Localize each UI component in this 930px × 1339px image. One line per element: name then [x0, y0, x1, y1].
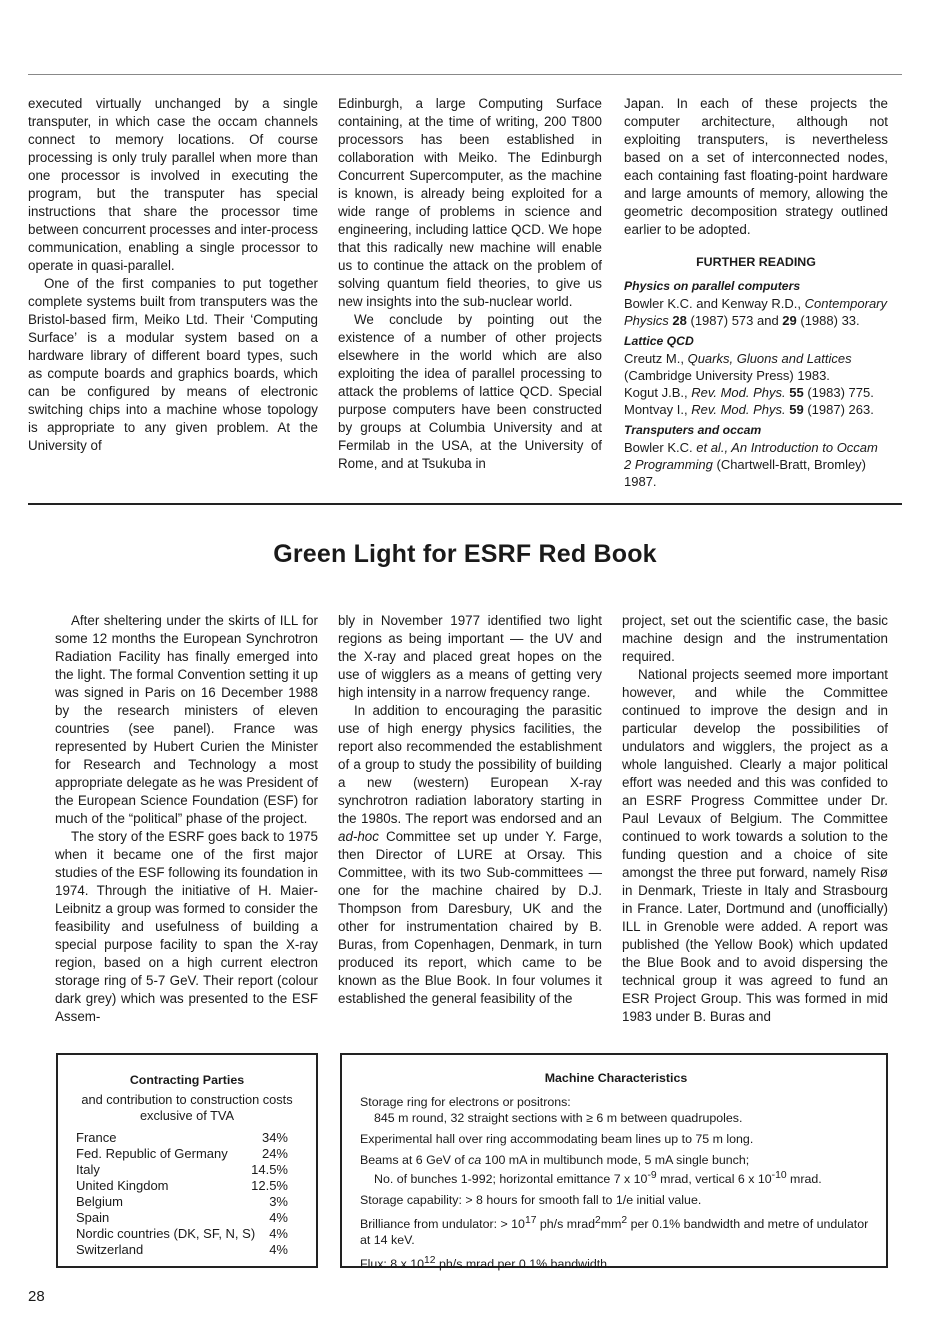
- further-reading: [624, 253, 888, 490]
- reference: Montvay I., Rev. Mod. Phys. 59 (1987) 263.: [624, 402, 874, 417]
- article-title: Green Light for ESRF Red Book: [273, 540, 657, 568]
- top-column-2: [338, 95, 602, 473]
- article-column-2: [338, 612, 602, 1008]
- top-column-3: [624, 95, 888, 490]
- reading-subheading: Lattice QCD: [624, 334, 694, 348]
- paragraph: Edinburgh, a large Computing Surface containing, at the time of writing, 200 T800 processors has been established in collaboration with Meiko. The Edinburgh Concurrent Supercomputer, as the machine is known, is already being exploited for a wide range of problems in science and engineering, including lattice QCD. We hope that this radically new machine will enable us to continue the attack on the problem of solving quantum field theories, to give us new insights into the sub-nuclear world.: [338, 96, 602, 309]
- paragraph: bly in November 1977 identified two light regions as being important — the UV and the X-ray and placed great hopes on the use of wigglers as a means of getting very high intensity in a narrow frequency range.: [338, 613, 602, 700]
- top-rule: [28, 74, 902, 75]
- machine-characteristics-panel: [340, 1053, 888, 1272]
- party-country: Nordic countries (DK, SF, N, S): [76, 1226, 256, 1241]
- party-share: 24%: [261, 1146, 288, 1161]
- party-share: 34%: [261, 1130, 288, 1145]
- paragraph: The story of the ESRF goes back to 1975 when it became one of the first major studies of the ESF following its foundation in 1974. Through the initiative of H. Maier-Leibnitz a group was formed to consider the feasibility and usefulness of building a special purpose facility to span the X-ray region, based on a high current electron storage ring of 5-7 GeV. Their report (colour dark grey) which was presented to the ESF Assem-: [55, 829, 318, 1024]
- reading-subheading: Physics on parallel computers: [624, 279, 801, 293]
- spec-item: Brilliance from undulator: > $10^{17}$ ph/s $mrad^2mm^2$ per 0.1% bandwidth and metre of undulator at 14 keV.: [360, 1215, 869, 1248]
- paragraph: We conclude by pointing out the existence of a number of other projects elsewhere in the world which are also exploiting the idea of parallel processing to attack the problems of lattice QCD. Special purpose computers have been constructed by groups at Columbia University and at Fermilab in the USA, at the University of Rome, and at Tsukuba in: [338, 312, 602, 471]
- paragraph: One of the first companies to put together complete systems built from transputers was the Bristol-based firm, Meiko Ltd. Their ‘Computing Surface’ is a modular system based on a hardware library of different board types, such as compute boards and graphics boards, which can be configured by means of electronic switching chips into a machine whose topology is appropriate to any given problem. At the University of: [28, 276, 318, 453]
- reading-subheading: Transputers and occam: [624, 423, 762, 437]
- party-country: Switzerland: [76, 1242, 144, 1257]
- party-country: United Kingdom: [76, 1178, 169, 1193]
- party-row: [76, 1146, 316, 1162]
- contracting-parties-panel: [56, 1053, 318, 1268]
- spec-item: Storage ring for electrons or positrons: 845 m round, 32 straight sections with ≥ 6 m between quadrupoles.: [360, 1095, 743, 1125]
- paragraph: executed virtually unchanged by a single transputer, in which case the occam channels connect to memory locations. Of course processing is only truly parallel when more than one processor is involved in executing the program, but the transputer has special instructions that share the processor time between concurrent processes and inter-process communication, enabling a single processor to operate in quasi-parallel.: [28, 96, 318, 273]
- panel-title: Machine Characteristics: [544, 1071, 688, 1085]
- paragraph: In addition to encouraging the parasitic use of high energy physics facilities, the report also recommended the establishment of a group to study the possibility of building a new (western) European X-ray synchrotron radiation laboratory starting in the 1980s. The report was endorsed and an ad-hoc Committee set up under Y. Farge, then Director of LURE at Orsay. This Committee, with its two Sub-committees — one for the machine chaired by D.J. Thompson from Daresbury, UK and the other for instrumentation chaired by B. Buras, from Copenhagen, Denmark, in turn produced its report, which came to be known as the Blue Book. In four volumes it established the general feasibility of the: [338, 703, 602, 1006]
- spec-item: Storage capability: > 8 hours for smooth fall to 1/e initial value.: [360, 1193, 702, 1208]
- party-row: [76, 1226, 316, 1242]
- party-share: 4%: [269, 1226, 288, 1241]
- reference: Creutz M., Quarks, Gluons and Lattices (Cambridge University Press) 1983.: [624, 351, 852, 383]
- party-country: Belgium: [76, 1194, 123, 1209]
- paragraph: After sheltering under the skirts of ILL for some 12 months the European Synchrotron Radiation Facility has finally emerged into the light. The formal Convention setting it up was signed in Paris on 16 December 1988 by the research ministers of eleven countries (see panel). France was represented by Hubert Curien the Minister for Research and Technology a most appropriate delegate as he was President of the European Science Foundation (ESF) for much of the “political” phase of the project.: [55, 613, 318, 826]
- party-share: 4%: [269, 1210, 288, 1225]
- party-share: 12.5%: [251, 1178, 288, 1193]
- party-country: Italy: [76, 1162, 100, 1177]
- spec-item: Flux: 8 x $10^{12}$ ph/s mrad per 0.1% bandwidth.: [360, 1255, 611, 1272]
- paragraph: Japan. In each of these projects the computer architecture, although not exploiting transputers, is nevertheless based on a set of interconnected nodes, each containing fast floating-point hardware and large amounts of memory, allowing the geometric decomposition strategy outlined earlier to be adopted.: [624, 96, 888, 237]
- paragraph: National projects seemed more important however, and while the Committee continued to improve the design and in particular develop the possibilities of undulators and wigglers, the project as a whole languished. Clearly a major political effort was needed and this was confided to an ESRF Progress Committee under Dr. Paul Levaux of Belgium. The Committee continued to work towards a solution to the funding question and a choice of site amongst the three put forward, namely Risø in Denmark, Trieste in Italy and Strasbourg in France. Later, Dortmund and (unofficially) ILL in Grenoble were added. A report was published (the Yellow Book) which updated the Blue Book and to avoid dispersing the technical group it was agreed to fund an ESR Project Group. This was formed in mid 1983 under B. Buras and: [622, 667, 888, 1024]
- further-reading-heading: FURTHER READING: [696, 255, 816, 269]
- spec-item: Beams at 6 GeV of ca 100 mA in multibunch mode, 5 mA single bunch; No. of bunches 1-992; horizontal emittance 7 x $10^{-9}$ mrad, vertical 6 x $10^{-10}$ mrad.: [360, 1153, 822, 1187]
- party-row: [76, 1242, 316, 1258]
- panel-title: Contracting Parties: [129, 1073, 245, 1087]
- top-column-1: [28, 95, 318, 455]
- party-row: [76, 1210, 316, 1226]
- reference: Bowler K.C. and Kenway R.D., Contemporary Physics 28 (1987) 573 and 29 (1988) 33.: [624, 296, 888, 328]
- party-share: 14.5%: [251, 1162, 288, 1177]
- article-column-1: [55, 612, 318, 1026]
- spec-item: Experimental hall over ring accommodating beam lines up to 75 m long.: [360, 1132, 754, 1146]
- reference: Kogut J.B., Rev. Mod. Phys. 55 (1983) 775.: [624, 385, 874, 400]
- page-number: 28: [28, 1288, 45, 1305]
- party-row: [76, 1178, 316, 1194]
- paragraph: project, set out the scientific case, the basic machine design and the instrumentation required.: [622, 613, 888, 664]
- party-row: [76, 1130, 316, 1146]
- party-country: Spain: [76, 1210, 110, 1225]
- party-share: 3%: [269, 1194, 288, 1209]
- party-country: France: [76, 1130, 117, 1145]
- section-divider: [28, 503, 902, 505]
- reference: Bowler K.C. et al., An Introduction to Occam 2 Programming (Chartwell-Bratt, Bromley) 1987.: [624, 440, 878, 489]
- party-share: 4%: [269, 1242, 288, 1257]
- panel-subtitle: and contribution to construction costs exclusive of TVA: [81, 1092, 293, 1123]
- party-row: [76, 1162, 316, 1178]
- party-country: Fed. Republic of Germany: [76, 1146, 228, 1161]
- article-column-3: [622, 612, 888, 1026]
- party-row: [76, 1194, 316, 1210]
- parties-table: [76, 1130, 316, 1258]
